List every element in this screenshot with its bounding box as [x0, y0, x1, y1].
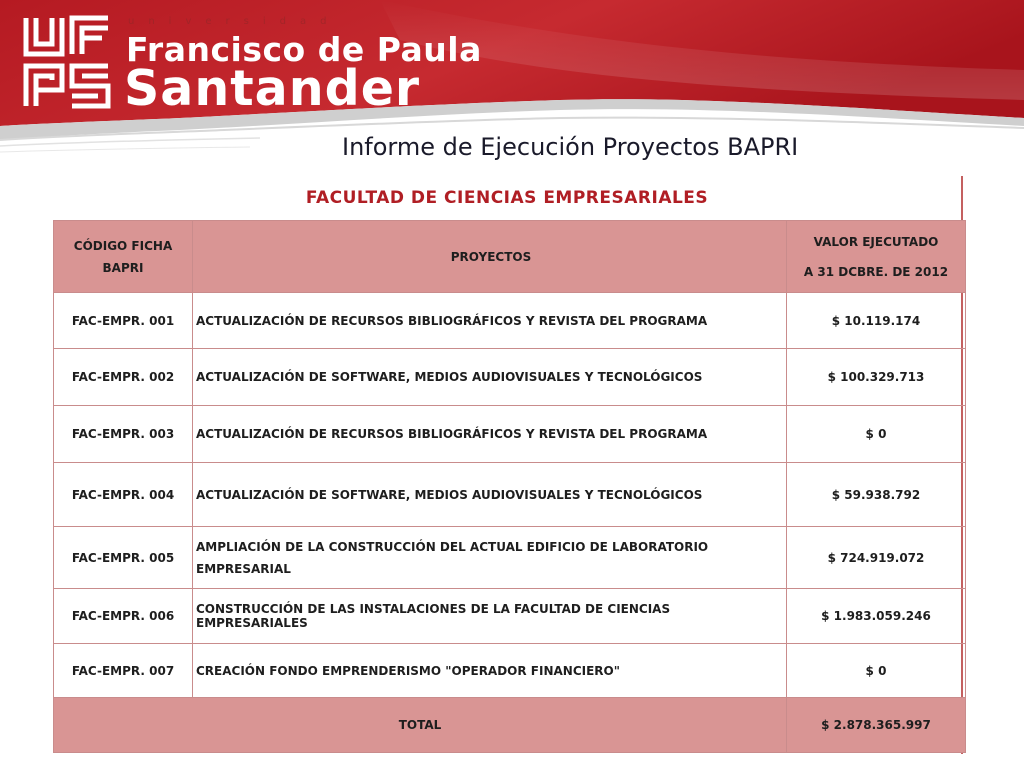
- row-project-line2: EMPRESARIAL: [196, 561, 291, 576]
- row-code: FAC-EMPR. 004: [54, 463, 193, 527]
- report-sheet: [53, 176, 963, 754]
- row-code: FAC-EMPR. 007: [54, 644, 193, 698]
- row-value: $ 59.938.792: [787, 463, 966, 527]
- table-row: [54, 406, 966, 463]
- row-project: CREACIÓN FONDO EMPRENDERISMO "OPERADOR FINANCIERO": [193, 644, 787, 698]
- row-code: FAC-EMPR. 002: [54, 349, 193, 406]
- total-value: $ 2.878.365.997: [787, 698, 966, 753]
- table-row: [54, 527, 966, 589]
- row-value: $ 1.983.059.246: [787, 589, 966, 644]
- faculty-title: FACULTAD DE CIENCIAS EMPRESARIALES: [305, 188, 709, 208]
- brand-name-line2: Santander: [124, 60, 421, 117]
- report-title: Informe de Ejecución Proyectos BAPRI: [342, 133, 799, 161]
- row-project: ACTUALIZACIÓN DE RECURSOS BIBLIOGRÁFICOS Y REVISTA DEL PROGRAMA: [193, 406, 787, 463]
- column-header-code: [54, 221, 193, 293]
- row-project: [193, 527, 787, 589]
- column-header-value-line1: VALOR EJECUTADO: [813, 234, 939, 249]
- table-row: [54, 349, 966, 406]
- table-row: [54, 644, 966, 698]
- row-value: $ 0: [787, 644, 966, 698]
- table-row: [54, 463, 966, 527]
- row-code: FAC-EMPR. 005: [54, 527, 193, 589]
- row-code: FAC-EMPR. 006: [54, 589, 193, 644]
- row-project: ACTUALIZACIÓN DE SOFTWARE, MEDIOS AUDIOVISUALES Y TECNOLÓGICOS: [193, 463, 787, 527]
- row-value: $ 724.919.072: [787, 527, 966, 589]
- column-header-value: [787, 221, 966, 293]
- brand-subtitle: universidad: [128, 16, 341, 27]
- row-value: $ 0: [787, 406, 966, 463]
- ufps-logo-icon: [22, 14, 112, 110]
- table-row: [54, 293, 966, 349]
- brand-name-line1: Francisco de Paula: [126, 30, 482, 69]
- table-row: [54, 589, 966, 644]
- row-project-line1: AMPLIACIÓN DE LA CONSTRUCCIÓN DEL ACTUAL EDIFICIO DE LABORATORIO: [196, 539, 709, 554]
- table-header-row: [54, 221, 966, 293]
- row-value: $ 100.329.713: [787, 349, 966, 406]
- row-code: FAC-EMPR. 001: [54, 293, 193, 349]
- column-header-value-line2: A 31 DCBRE. DE 2012: [803, 264, 949, 279]
- projects-table: [53, 220, 966, 753]
- column-header-code-line2: BAPRI: [102, 260, 144, 275]
- row-project: ACTUALIZACIÓN DE RECURSOS BIBLIOGRÁFICOS Y REVISTA DEL PROGRAMA: [193, 293, 787, 349]
- row-value: $ 10.119.174: [787, 293, 966, 349]
- row-project: ACTUALIZACIÓN DE SOFTWARE, MEDIOS AUDIOVISUALES Y TECNOLÓGICOS: [193, 349, 787, 406]
- column-header-projects: PROYECTOS: [193, 221, 787, 293]
- total-label: TOTAL: [54, 698, 787, 753]
- row-project: CONSTRUCCIÓN DE LAS INSTALACIONES DE LA FACULTAD DE CIENCIAS EMPRESARIALES: [193, 589, 787, 644]
- total-row: [54, 698, 966, 753]
- ufps-logo: [22, 14, 112, 110]
- column-header-code-line1: CÓDIGO FICHA: [73, 238, 173, 253]
- row-code: FAC-EMPR. 003: [54, 406, 193, 463]
